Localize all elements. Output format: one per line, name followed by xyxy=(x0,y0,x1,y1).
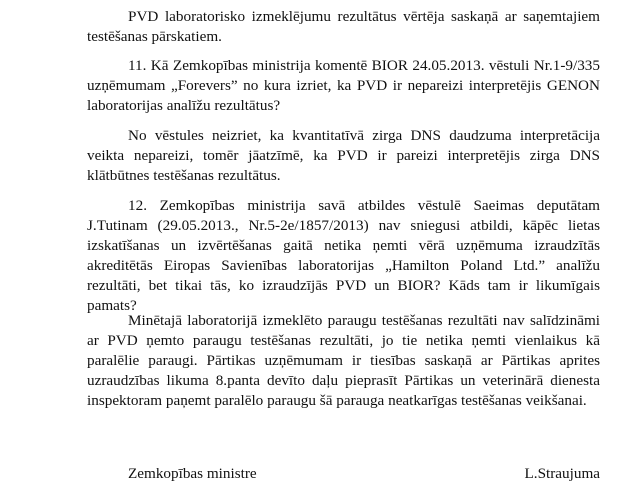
signatory-title: Zemkopības ministre xyxy=(128,465,257,482)
paragraph-answer-10: PVD laboratorisko izmeklējumu rezultātus vērtēja saskaņā ar saņemtajiem testēšanas pārskatiem. xyxy=(87,8,600,45)
signatory-name: L.Straujuma xyxy=(524,465,600,482)
paragraph-answer-11: No vēstules neizriet, ka kvantitatīvā zirga DNS daudzuma interpretācija veikta nepareizi, tomēr jāatzīmē, ka PVD ir pareizi interpretējis zirga DNS klātbūtnes testēšanas rezultātus. xyxy=(87,127,600,184)
paragraph-question-12: 12. Zemkopības ministrija savā atbildes vēstulē Saeimas deputātam J.Tutinam (29.05.2013., Nr.5-2e/1857/2013) nav sniegusi atbildi, kāpēc lietas izskatīšanas un izvērtēšanas gaitā netika ņemti vērā uzņēmuma izraudzītās akreditētās Eiropas Savienības laboratorijas „Hamilton Poland Ltd.” analīžu rezultāti, bet tikai tās, ko izraudzījās PVD un BIOR? Kāds tam ir likumīgais pamats? xyxy=(87,197,600,314)
signature-block xyxy=(128,464,600,484)
paragraph-question-11: 11. Kā Zemkopības ministrija komentē BIOR 24.05.2013. vēstuli Nr.1-9/335 uzņēmumam „Forevers” no kura izriet, ka PVD ir nepareizi interpretējis GENON laboratorijas analīžu rezultātus? xyxy=(87,57,600,114)
paragraph-answer-12: Minētajā laboratorijā izmeklēto paraugu testēšanas rezultāti nav salīdzināmi ar PVD ņemto paraugu testēšanas rezultāti, jo tie netika ņemti vienlaikus kā paralēlie paraugi. Pārtikas uzņēmumam ir tiesības saskaņā ar Pārtikas aprites uzraudzības likuma 8.panta devīto daļu pieprasīt Pārtikas un veterinārā dienesta inspektoram paņemt paralēlo paraugu šā parauga neatkarīgas testēšanas veikšanai. xyxy=(87,312,600,409)
